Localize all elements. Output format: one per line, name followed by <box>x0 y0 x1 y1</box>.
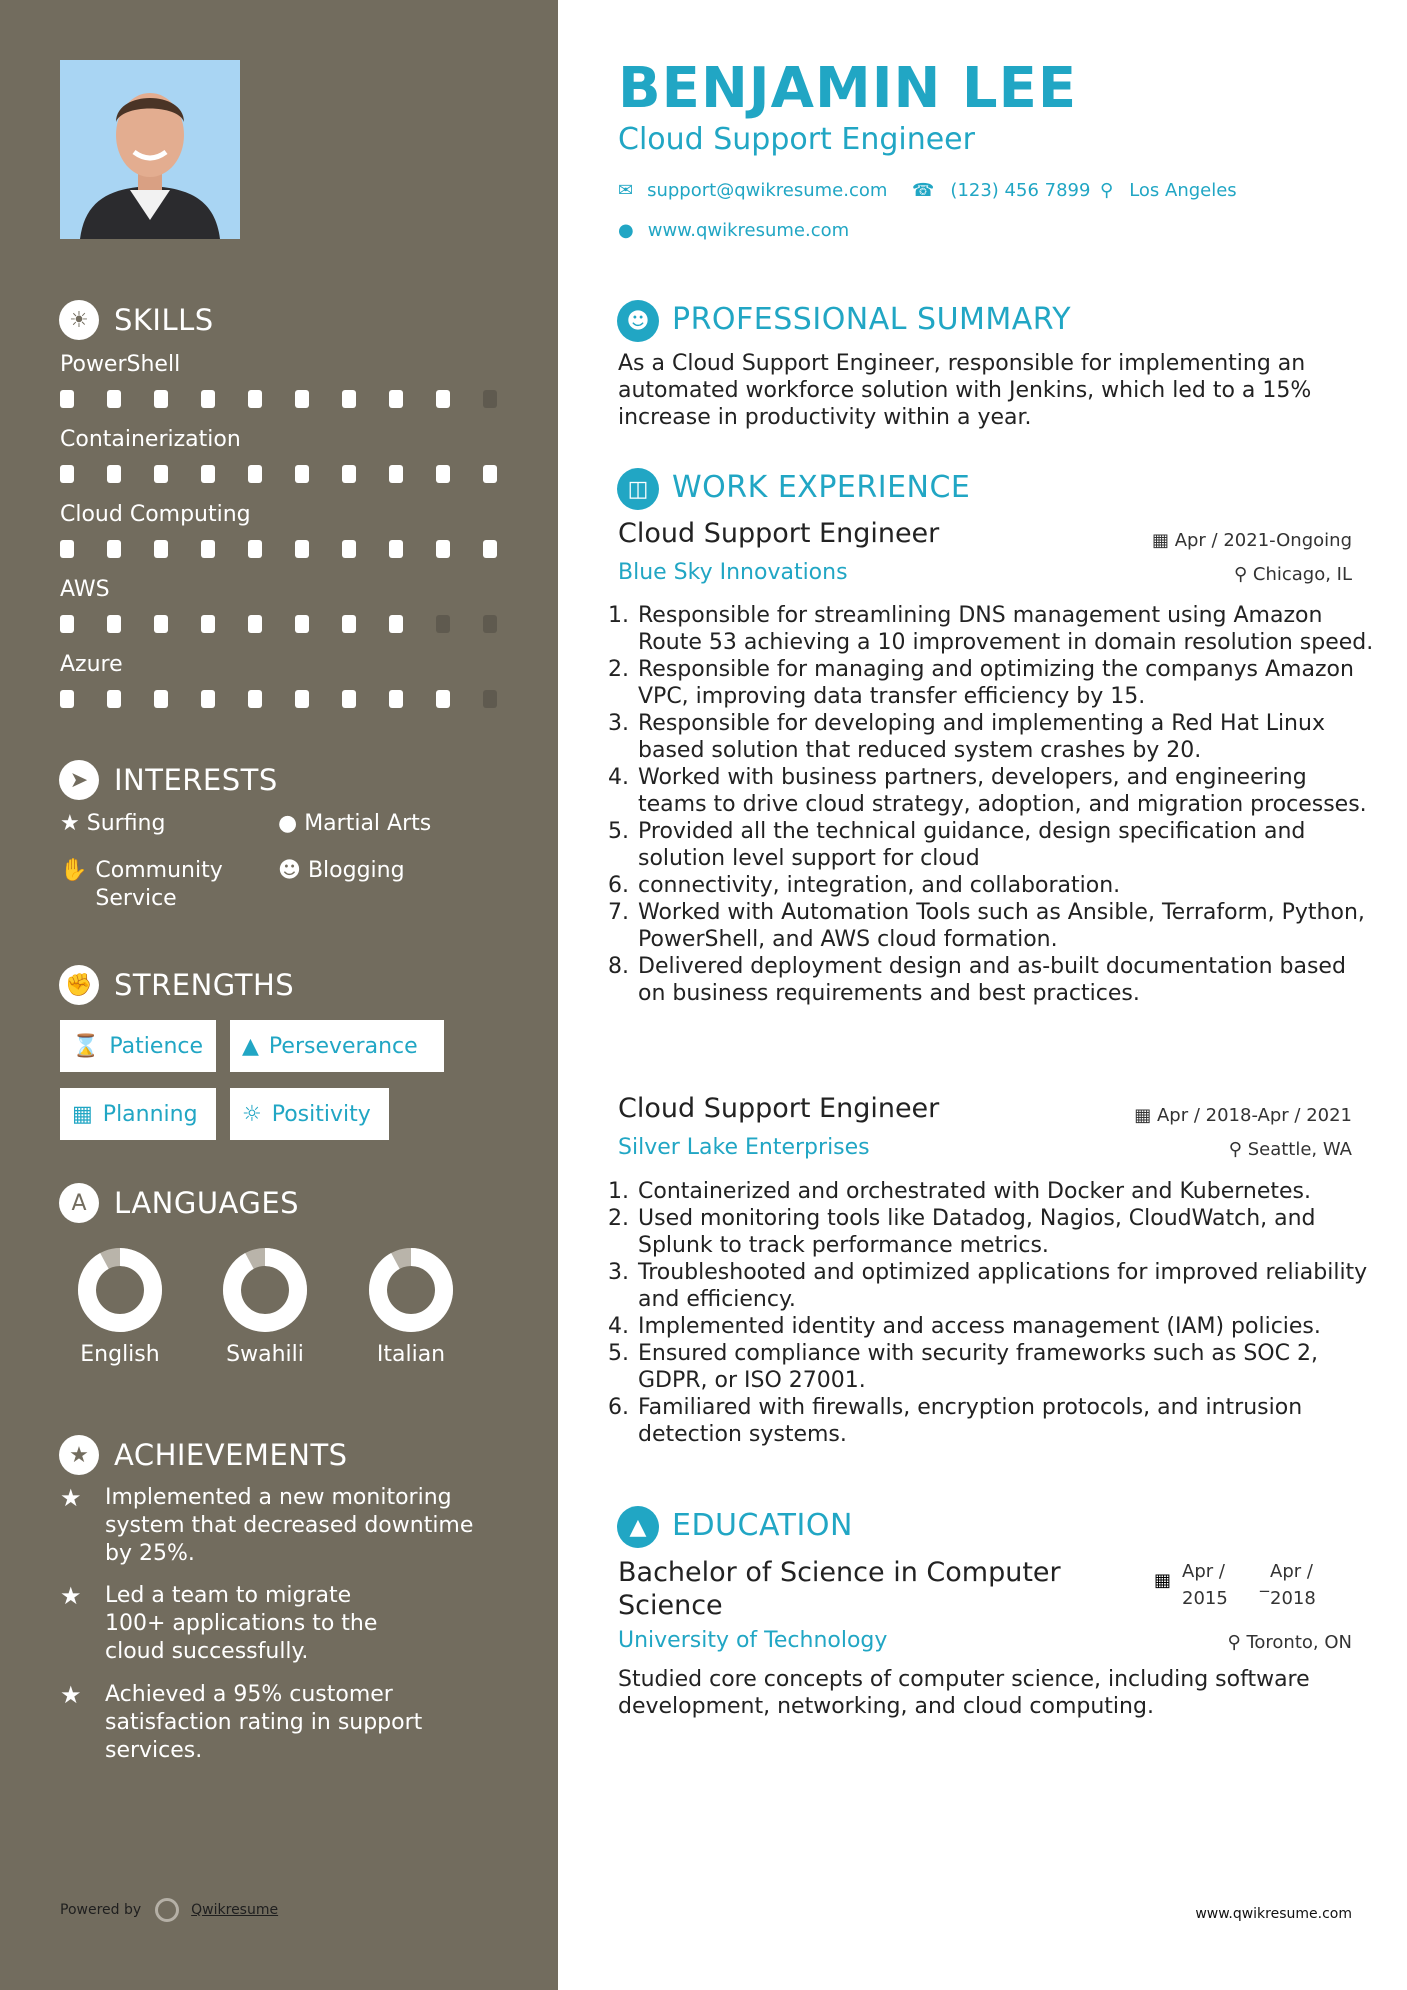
skill-dot-filled <box>342 540 356 558</box>
skill-dot-empty <box>483 690 497 708</box>
skill-dot-filled <box>248 465 262 483</box>
job-bullet: 3. Responsible for developing and implementing a Red Hat Linux based solution that reduced system crashes by 20. <box>636 710 1376 764</box>
job-dates: ▦ Apr / 2018-Apr / 2021 <box>1134 1105 1352 1126</box>
skill-dot-filled <box>201 465 215 483</box>
language-item: Italian <box>351 1248 471 1367</box>
job-bullet: 4. Implemented identity and access management (IAM) policies. <box>636 1313 1376 1340</box>
skill-dot-empty <box>436 615 450 633</box>
strengths-title: STRENGTHS <box>114 968 295 1002</box>
language-item: Swahili <box>205 1248 325 1367</box>
skill-dot-filled <box>389 465 403 483</box>
strength-tag: ▲ Perseverance <box>230 1020 444 1072</box>
skill-dot-filled <box>483 465 497 483</box>
skill-dot-empty <box>483 390 497 408</box>
skill-dot-filled <box>389 390 403 408</box>
skill-dot-filled <box>389 690 403 708</box>
graduation-cap-icon: ▲ <box>617 1506 659 1548</box>
interest-item: ✋ Community Service <box>60 858 223 911</box>
job-bullet: 6. Familiared with firewalls, encryption protocols, and intrusion detection systems. <box>636 1394 1376 1448</box>
skill-dot-filled <box>389 540 403 558</box>
star-icon: ★ <box>60 1681 82 1709</box>
envelope-icon: ✉ <box>618 180 634 201</box>
skill-dot-filled <box>107 390 121 408</box>
company-name: Silver Lake Enterprises <box>618 1135 870 1160</box>
skill-dot-filled <box>436 465 450 483</box>
languages-title: LANGUAGES <box>114 1186 300 1220</box>
job-title: Cloud Support Engineer <box>618 1093 940 1124</box>
skill-dot-filled <box>201 390 215 408</box>
briefcase-icon: ◫ <box>617 468 659 510</box>
job-bullet: 6. connectivity, integration, and collaboration. <box>636 872 1376 899</box>
skill-dot-filled <box>342 615 356 633</box>
skill-rating <box>60 540 530 558</box>
skill-dot-filled <box>154 465 168 483</box>
strength-tag: ☼ Positivity <box>230 1088 389 1140</box>
language-ring <box>60 1248 180 1338</box>
skill-rating <box>60 390 530 408</box>
language-ring <box>351 1248 471 1338</box>
skill-dot-filled <box>295 690 309 708</box>
strength-tag: ⌛ Patience <box>60 1020 216 1072</box>
skill-dot-filled <box>201 615 215 633</box>
achievement-item: ★ Led a team to migrate 100+ applications to the cloud successfully. <box>60 1582 378 1664</box>
interests-title: INTERESTS <box>114 763 278 797</box>
job-bullet: 2. Responsible for managing and optimizing the companys Amazon VPC, improving data transfer efficiency by 15. <box>636 656 1376 710</box>
skill-dot-filled <box>60 615 74 633</box>
contact-location: ⚲ Los Angeles <box>1100 180 1237 201</box>
skill-dot-filled <box>60 465 74 483</box>
skill-dot-filled <box>107 615 121 633</box>
job-bullet: 1. Containerized and orchestrated with Docker and Kubernetes. <box>636 1178 1376 1205</box>
pin-icon: ⚲ <box>1228 1139 1242 1160</box>
calendar-icon: ▦ <box>1134 1105 1152 1126</box>
pin-icon: ⚲ <box>1227 1632 1241 1653</box>
interest-item: ☻ Blogging <box>278 858 405 883</box>
language-ring-fill <box>378 1257 444 1323</box>
trophy-icon: ★ <box>59 1435 99 1475</box>
skill-dot-filled <box>295 465 309 483</box>
skill-dot-filled <box>248 540 262 558</box>
education-title: EDUCATION <box>672 1508 853 1543</box>
contact-website[interactable]: ● www.qwikresume.com <box>618 220 850 241</box>
lightbulb-icon: ☀ <box>59 300 99 340</box>
skill-label: Cloud Computing <box>60 502 251 527</box>
fist-icon: ✊ <box>59 965 99 1005</box>
summary-title: PROFESSIONAL SUMMARY <box>672 302 1072 337</box>
hourglass-icon: ⌛ <box>72 1033 100 1059</box>
skill-dot-filled <box>60 390 74 408</box>
job-bullet: 1. Responsible for streamlining DNS management using Amazon Route 53 achieving a 10 improvement in domain resolution speed. <box>636 602 1376 656</box>
powered-by: Powered by Qwikresume <box>60 1898 278 1922</box>
degree-title: Bachelor of Science in Computer Science <box>618 1557 1061 1621</box>
skill-dot-filled <box>295 615 309 633</box>
job-bullet: 5. Ensured compliance with security frameworks such as SOC 2, GDPR, or ISO 27001. <box>636 1340 1376 1394</box>
candidate-role: Cloud Support Engineer <box>618 122 975 157</box>
education-end: Apr / 2018 <box>1270 1561 1316 1609</box>
calendar-icon: ▦ <box>72 1101 93 1127</box>
phone-icon: ☎ <box>912 180 935 201</box>
calendar-icon: ▦ <box>1154 1570 1172 1591</box>
brand-link[interactable]: Qwikresume <box>191 1902 279 1918</box>
achievements-title: ACHIEVEMENTS <box>114 1438 348 1472</box>
pin-icon: ⚲ <box>1233 564 1248 585</box>
skill-dot-filled <box>436 390 450 408</box>
language-ring-fill <box>232 1257 298 1323</box>
strength-tag: ▦ Planning <box>60 1088 216 1140</box>
skill-dot-filled <box>295 390 309 408</box>
job-bullet: 7. Worked with Automation Tools such as Ansible, Terraform, Python, PowerShell, and AWS cloud formation. <box>636 899 1376 953</box>
summary-text: As a Cloud Support Engineer, responsible for implementing an automated workforce solution with Jenkins, which led to a 15% increase in productivity within a year. <box>618 351 1312 430</box>
star-icon: ★ <box>60 811 80 836</box>
skill-label: Azure <box>60 652 123 677</box>
job-dates: ▦ Apr / 2021-Ongoing <box>1151 530 1352 551</box>
sun-icon: ☼ <box>242 1101 262 1127</box>
education-text: Studied core concepts of computer science, including software development, networking, and cloud computing. <box>618 1667 1310 1719</box>
skill-label: AWS <box>60 577 110 602</box>
skill-dot-filled <box>248 690 262 708</box>
skill-dot-filled <box>248 615 262 633</box>
skill-dot-filled <box>201 540 215 558</box>
skill-dot-filled <box>154 540 168 558</box>
skill-dot-filled <box>154 615 168 633</box>
skill-dot-filled <box>107 690 121 708</box>
candidate-name: BENJAMIN LEE <box>618 56 1078 121</box>
job-location: ⚲ Seattle, WA <box>1228 1139 1352 1160</box>
skill-dot-filled <box>154 690 168 708</box>
skill-dot-filled <box>436 540 450 558</box>
interest-item: ● Martial Arts <box>278 811 432 836</box>
skill-dot-filled <box>201 690 215 708</box>
profile-photo <box>60 60 240 239</box>
education-location: ⚲ Toronto, ON <box>1227 1632 1352 1653</box>
qwikresume-logo-icon <box>155 1898 179 1922</box>
job-bullet: 2. Used monitoring tools like Datadog, Nagios, CloudWatch, and Splunk to track performance metrics. <box>636 1205 1376 1259</box>
map-marker-icon: ⚲ <box>1100 180 1114 201</box>
skill-label: PowerShell <box>60 352 181 377</box>
job-bullets <box>618 602 1376 1007</box>
sidebar <box>0 0 558 1990</box>
language-ring-fill <box>87 1257 153 1323</box>
calendar-icon: ▦ <box>1151 530 1169 551</box>
company-name: Blue Sky Innovations <box>618 560 848 585</box>
skill-dot-filled <box>342 390 356 408</box>
skill-rating <box>60 690 530 708</box>
star-icon: ★ <box>60 1484 82 1512</box>
interest-item: ★ Surfing <box>60 811 166 836</box>
skills-title: SKILLS <box>114 303 214 337</box>
skill-dot-filled <box>483 540 497 558</box>
star-icon: ★ <box>60 1582 82 1610</box>
skill-dot-filled <box>154 390 168 408</box>
skill-dot-filled <box>342 690 356 708</box>
footer-website[interactable]: www.qwikresume.com <box>1195 1906 1352 1922</box>
job-bullet: 4. Worked with business partners, developers, and engineering teams to drive cloud strategy, adoption, and migration processes. <box>636 764 1376 818</box>
skill-dot-filled <box>389 615 403 633</box>
language-ring <box>205 1248 325 1338</box>
skill-dot-filled <box>60 540 74 558</box>
skill-dot-filled <box>107 540 121 558</box>
globe-icon: ● <box>278 811 298 836</box>
skill-dot-filled <box>342 465 356 483</box>
paper-plane-icon: ➤ <box>59 760 99 800</box>
language-icon: A <box>59 1183 99 1223</box>
skill-rating <box>60 465 530 483</box>
school-name: University of Technology <box>618 1628 888 1653</box>
job-bullet: 8. Delivered deployment design and as-built documentation based on business requirements and best practices. <box>636 953 1376 1007</box>
hand-icon: ✋ <box>60 858 88 883</box>
globe-icon: ● <box>618 220 634 241</box>
contact-email[interactable]: ✉ support@qwikresume.com <box>618 180 888 201</box>
job-location: ⚲ Chicago, IL <box>1233 564 1352 585</box>
job-bullet: 5. Provided all the technical guidance, design specification and solution level support for cloud <box>636 818 1376 872</box>
skill-rating <box>60 615 530 633</box>
skill-dot-empty <box>483 615 497 633</box>
job-bullets <box>618 1178 1376 1448</box>
contact-phone[interactable]: ☎ (123) 456 7899 <box>912 180 1091 201</box>
users-icon: ☻ <box>278 858 301 883</box>
experience-title: WORK EXPERIENCE <box>672 470 971 505</box>
date-separator: _ <box>1260 1572 1269 1593</box>
achievement-item: ★ Achieved a 95% customer satisfaction rating in support services. <box>60 1681 423 1763</box>
skill-dot-filled <box>436 690 450 708</box>
job-bullet: 3. Troubleshooted and optimized applications for improved reliability and efficiency. <box>636 1259 1376 1313</box>
main-content <box>558 0 1407 1990</box>
skill-label: Containerization <box>60 427 241 452</box>
education-start: Apr / 2015 <box>1182 1561 1228 1609</box>
skill-dot-filled <box>60 690 74 708</box>
road-icon: ▲ <box>242 1033 259 1059</box>
achievement-item: ★ Implemented a new monitoring system that decreased downtime by 25%. <box>60 1484 474 1566</box>
skill-dot-filled <box>107 465 121 483</box>
user-icon: ☻ <box>617 300 659 342</box>
language-item: English <box>60 1248 180 1367</box>
skill-dot-filled <box>295 540 309 558</box>
job-title: Cloud Support Engineer <box>618 518 940 549</box>
skill-dot-filled <box>248 390 262 408</box>
